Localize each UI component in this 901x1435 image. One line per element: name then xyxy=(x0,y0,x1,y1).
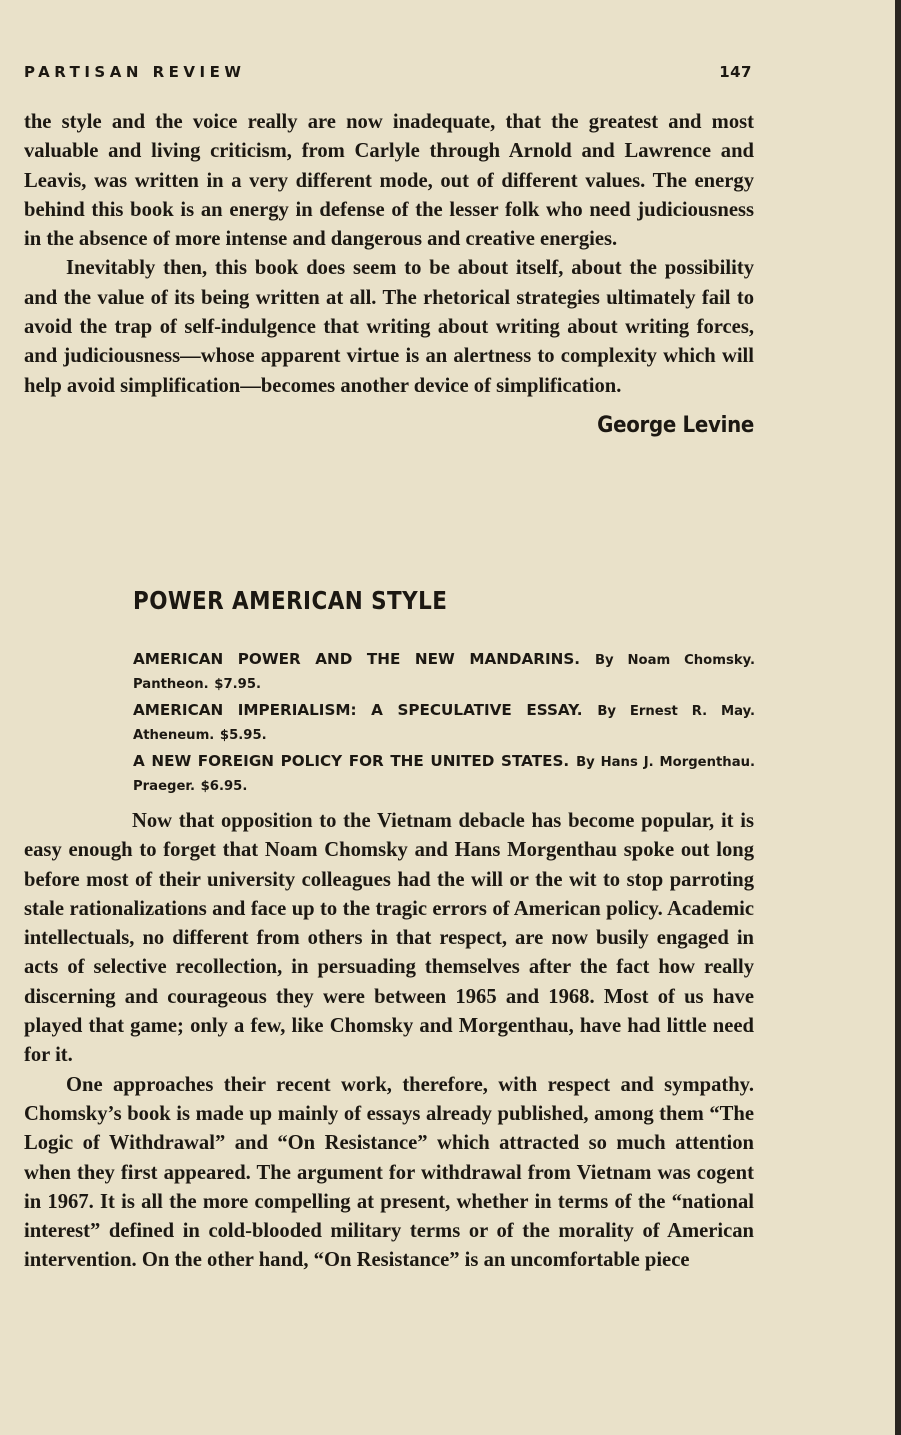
book-publisher: Atheneum. xyxy=(133,728,215,743)
book-publisher: Pantheon. xyxy=(133,677,209,692)
paragraph: Inevitably then, this book does seem to be about itself, about the possibility and the value of its being written at all. The rhetorical strategies ultimately fail to avoid the trap of self-indulgence that writing about writing about writing forces, and judiciousness—whose apparent virtue is an alertness to complexity which will help avoid simplification—becomes another device of simplification. xyxy=(24,257,754,397)
book-entry xyxy=(133,699,755,747)
book-author: By Noam Chomsky. xyxy=(594,653,755,668)
book-author: By Hans J. Morgenthau. xyxy=(576,755,755,770)
previous-review-ending xyxy=(24,108,754,438)
book-price: $5.95. xyxy=(219,728,267,743)
page-edge xyxy=(895,0,901,1435)
book-list xyxy=(133,648,755,801)
running-head: PARTISAN REVIEW xyxy=(24,63,246,81)
book-title: A NEW FOREIGN POLICY FOR THE UNITED STATES. xyxy=(133,752,570,770)
book-price: $6.95. xyxy=(200,779,248,794)
paragraph: One approaches their recent work, therefore, with respect and sympathy. Chomsky’s book is made up mainly of essays already published, among them “The Logic of Withdrawal” and “On Resistance” which attracted so much attention when they first appeared. The argument for withdrawal from Vietnam was cogent in 1967. It is all the more compelling at present, whether in terms of the “national interest” defined in cold-blooded military terms or of the morality of American intervention. On the other hand, “On Resistance” is an uncomfortable piece xyxy=(24,1073,754,1272)
book-entry xyxy=(133,648,755,696)
book-publisher: Praeger. xyxy=(133,779,196,794)
book-entry xyxy=(133,750,755,798)
review-title: POWER AMERICAN STYLE xyxy=(133,586,448,615)
paragraph: the style and the voice really are now inadequate, that the greatest and most valuable and living criticism, from Carlyle through Arnold and Lawrence and Leavis, was written in a very different mode, out of different values. The energy behind this book is an energy in defense of the lesser folk who need judiciousness in the absence of more intense and dangerous and creative energies. xyxy=(24,111,754,251)
reviewer-signature: George Levine xyxy=(597,412,754,438)
book-author: By Ernest R. May. xyxy=(597,704,755,719)
paragraph: Now that opposition to the Vietnam debacle has become popular, it is easy enough to forget that Noam Chomsky and Hans Morgenthau spoke out long before most of their university colleagues had the will or the wit to stop parroting stale rationalizations and face up to the tragic errors of American policy. Academic intellectuals, no different from others in that respect, are now busily engaged in acts of selective recollection, in persuading themselves after the fact how really discerning and courageous they were between 1965 and 1968. Most of us have played that game; only a few, like Chomsky and Morgenthau, have had little need for it. xyxy=(24,810,754,1067)
review-body xyxy=(24,807,754,1276)
book-title: AMERICAN POWER AND THE NEW MANDARINS. xyxy=(133,650,581,668)
book-title: AMERICAN IMPERIALISM: A SPECULATIVE ESSAY. xyxy=(133,701,583,719)
page-header xyxy=(24,60,752,84)
book-price: $7.95. xyxy=(214,677,262,692)
page-number: 147 xyxy=(719,63,752,81)
